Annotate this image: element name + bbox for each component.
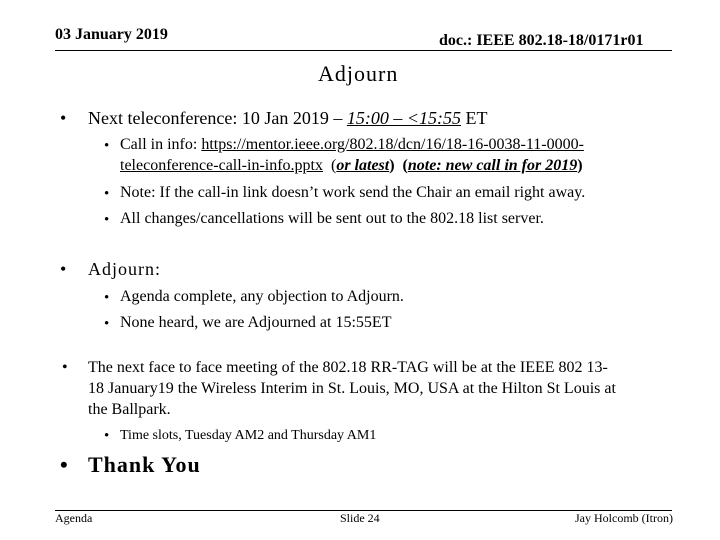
call-in-info-line2	[120, 157, 583, 175]
bullet-marker: •	[104, 316, 110, 332]
header-date: 03 January 2019	[55, 26, 168, 43]
next-meeting-line3: the Ballpark.	[88, 401, 171, 418]
teleconference-tail: ET	[461, 108, 488, 128]
changes-note: All changes/cancellations will be sent out to the 802.18 list server.	[120, 210, 544, 227]
bullet-marker: •	[104, 138, 110, 154]
next-meeting-line2: 18 January19 the Wireless Interim in St. Louis, MO, USA at the Hilton St Louis at	[88, 380, 616, 397]
bullet-adjourn: Adjourn:	[88, 259, 161, 279]
bullet-marker: •	[104, 212, 110, 228]
new-call-note: note: new call in for 2019	[407, 157, 578, 174]
slide-number: Slide 24	[340, 511, 380, 525]
paren-end: )	[577, 157, 583, 174]
bullet-marker: •	[104, 290, 110, 306]
paren-close: ) (	[389, 157, 408, 174]
or-latest-note: or latest	[336, 157, 390, 174]
bullet-marker: •	[60, 452, 69, 477]
header-rule	[55, 50, 672, 51]
teleconference-time: 15:00 – <15:55	[346, 108, 462, 128]
footer-author: Jay Holcomb (Itron)	[575, 511, 673, 525]
bullet-next-teleconference	[88, 108, 488, 129]
call-in-link[interactable]: https://mentor.ieee.org/802.18/dcn/16/18-16-0038-11-0000-	[201, 136, 584, 153]
call-in-prefix: Call in info:	[120, 136, 202, 153]
footer-left: Agenda	[55, 511, 93, 525]
bullet-marker: •	[104, 186, 110, 202]
time-slots: Time slots, Tuesday AM2 and Thursday AM1	[120, 428, 377, 443]
note-call-in-link: Note: If the call-in link doesn’t work send the Chair an email right away.	[120, 184, 586, 201]
slide-title: Adjourn	[318, 61, 399, 86]
bullet-marker: •	[62, 359, 68, 376]
next-meeting-line1: The next face to face meeting of the 802.18 RR-TAG will be at the IEEE 802 13-	[88, 359, 608, 376]
header-doc-id: doc.: IEEE 802.18-18/0171r01	[439, 32, 644, 49]
call-in-gap: (	[323, 157, 337, 174]
agenda-complete: Agenda complete, any objection to Adjourn.	[120, 288, 404, 305]
bullet-marker: •	[104, 428, 110, 444]
call-in-info-line1	[120, 136, 584, 154]
bullet-marker: •	[60, 259, 67, 279]
call-in-link-cont[interactable]: teleconference-call-in-info.pptx	[120, 157, 323, 174]
teleconference-text: Next teleconference: 10 Jan 2019 –	[88, 108, 347, 128]
thank-you: Thank You	[88, 452, 201, 477]
adjourned-time: None heard, we are Adjourned at 15:55ET	[120, 314, 392, 331]
bullet-marker: •	[60, 108, 67, 128]
